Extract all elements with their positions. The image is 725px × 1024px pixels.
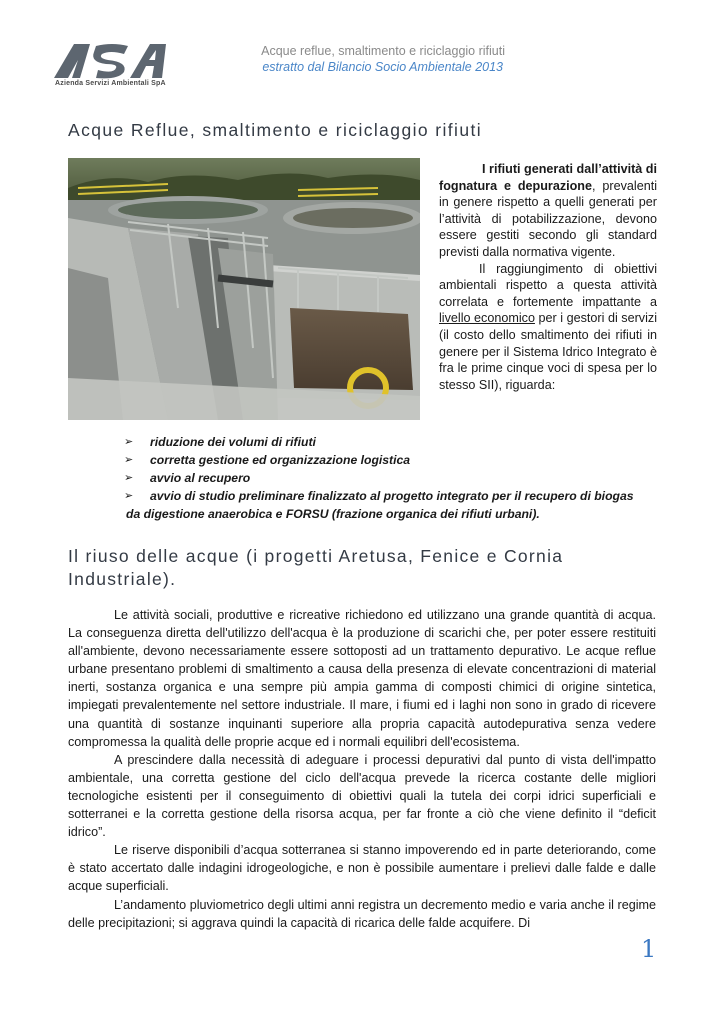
goals-text-b: per i gestori di servizi (il costo dello smaltimento dei rifiuti in genere per il Sistema Idrico Integrato è fra le prime cinque voci di spesa per lo stesso SII), riguarda:	[439, 311, 657, 392]
paragraph: A prescindere dalla necessità di adeguare i processi depurativi dal punto di vista dell'impatto ambientale, una corretta gestione del ciclo dell'acqua prevede la ricerca costante delle migliori tecnologiche esistenti per il conseguimento di obiettivi quali la tutela dei corpi idrici superficiali e sotterranei e la corretta gestione della risorsa acqua, per far fronte a ciò che viene definito il “deficit idrico”.	[68, 752, 656, 840]
arrow-bullet-icon: ➢	[124, 454, 134, 466]
body-text	[68, 606, 656, 932]
page-number: 1	[641, 935, 657, 963]
list-item: ➢ avvio al recupero	[124, 471, 251, 485]
paragraph: Le riserve disponibili d’acqua sotterranea si stanno impoverendo ed in parte deteriorando, come è stato accertato dalle indagini idrogeologiche, e non è possibile aumentare i prelievi dalle falde e dalle acque superficiali.	[68, 843, 656, 894]
arrow-bullet-icon: ➢	[124, 490, 134, 502]
arrow-bullet-icon: ➢	[124, 436, 134, 448]
list-item: ➢ riduzione dei volumi di rifiuti	[124, 435, 316, 449]
paragraph: L’andamento pluviometrico degli ultimi anni registra un decremento medio e varia anche il regime delle precipitazioni; si aggrava quindi la capacità di ricarica delle falde acquifere. Di	[68, 897, 656, 930]
list-item: ➢ corretta gestione ed organizzazione logistica	[124, 453, 411, 467]
treatment-plant-photo	[68, 158, 420, 420]
section-title-2: Il riuso delle acque (i progetti Aretusa, Fenice e Cornia Industriale).	[68, 546, 564, 589]
logo-subtitle: Azienda Servizi Ambientali SpA	[55, 80, 166, 87]
header-title: Acque reflue, smaltimento e riciclaggio rifiuti	[261, 44, 505, 58]
intro-bold-phrase: fognatura e depurazione	[439, 178, 593, 193]
bullet-list	[122, 433, 662, 523]
livello-economico-text: livello economico	[439, 311, 535, 326]
intro-bold-line: I rifiuti generati dall’attività di	[482, 162, 657, 176]
intro-text	[439, 161, 657, 393]
paragraph: Le attività sociali, produttive e ricreative richiedono ed utilizzano una grande quantità di acqua. La conseguenza diretta dell'utilizzo dell'acqua è la produzione di scarichi che, per poter essere restituiti all'ambiente, devono necessariamente essere sottoposti ad un trattamento depurativo. Le acque reflue urbane presentano problemi di smaltimento a causa della presenza di elevate concentrazioni di material inerti, sostanza organica e una sempre più ampia gamma di composti chimici di origine sintetica, impiegati prevalentemente nel settore industriale. Il mare, i fiumi ed i laghi non sono in grado di ricevere una quantità di sostanze inquinanti superiore alla propria capacità autodepurativa senza vedere compromessa la qualità delle proprie acque ed i normali equilibri dell'ecosistema.	[68, 608, 656, 749]
header-subtitle: estratto dal Bilancio Socio Ambientale 2013	[262, 60, 503, 74]
section-title: Acque Reflue, smaltimento e riciclaggio rifiuti	[68, 120, 483, 140]
list-item: ➢ avvio di studio preliminare finalizzato al progetto integrato per il recupero di biogas	[124, 489, 634, 503]
arrow-bullet-icon: ➢	[124, 472, 134, 484]
goals-text-a: Il raggiungimento di obiettivi ambientali rispetto a questa attività correlata e fortemente impattante a	[439, 261, 657, 309]
asa-logo-icon	[52, 40, 170, 98]
intro-rest: , prevalenti in genere rispetto a quelli generati per l’attività di potabilizzazione, devono essere gestiti secondo gli standard previsti dalla normativa vigente.	[439, 178, 657, 259]
list-item-continuation: da digestione anaerobica e FORSU (frazione organica dei rifiuti urbani).	[126, 507, 540, 521]
